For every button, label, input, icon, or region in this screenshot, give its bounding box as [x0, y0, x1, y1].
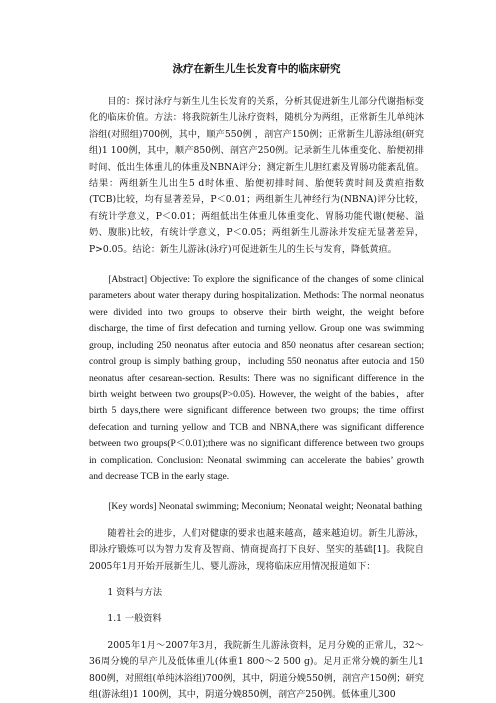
- section-heading-methods: 1 资料与方法: [107, 586, 163, 598]
- keywords: [Key words] Neonatal swimming; Meconium; Neonatal weight; Neonatal bathing: [108, 501, 423, 513]
- general-data-paragraph: 2005年1月～2007年3月，我院新生儿游泳资料，足月分娩的正常儿，32～36周分娩的早产儿及低体重儿(体重1 800～2 500 g)。足月正常分娩的新生儿1 800例，对照组(单纯沐浴组)700例，其中，阴道分娩550例，剖宫产150例；研究组(游泳组)1 100例，其中，阴道分娩850例，剖宫产250例。低体重儿300: [89, 639, 424, 700]
- subsection-heading-general: 1.1 一般资料: [107, 613, 162, 625]
- introduction: 随着社会的进步，人们对健康的要求也越来越高，越来越迫切。新生儿游泳，即泳疗锻炼可以为智力发育及智商、情商提高打下良好、坚实的基础[1]。我院自2005年1月开始开展新生儿、婴儿游泳，现将临床应用情况报道如下：: [89, 527, 424, 572]
- page-title: 泳疗在新生儿生长发育中的临床研究: [172, 63, 341, 75]
- abstract-chinese: 目的：探讨泳疗与新生儿生长发育的关系，分析其促进新生儿部分代谢指标变化的临床价值。方法：将我院新生儿泳疗资料，随机分为两组，正常新生儿单纯沐浴组(对照组)700例，其中，顺产550例 ，剖宫产150例；正常新生儿游泳组(研究组)1 100例，其中，顺产850例、剖宫产250例。记录新生儿体重变化、胎便初排时间、低出生体重儿的体重及NBNA评分；测定新生儿胆红素及胃肠功能紊乱值。结果：两组新生儿出生5 d时体重、胎便初排时间、胎便转黄时间及黄疸指数(TCB)比较，均有显著差异，P＜0.01；两组新生儿神经行为(NBNA)评分比较，有统计学意义，P＜0.01；两组低出生体重儿体重变化、胃肠功能代谢(便秘、溢奶、腹胀)比较，有统计学意义，P＜0.05；两组新生儿游泳并发症无显著差异，P>0.05。结论：新生儿游泳(泳疗)可促进新生儿的生长与发育，降低黄疸。: [89, 96, 424, 255]
- abstract-english: [Abstract] Objective: To explore the significance of the changes of some clinical parameters about water therapy during hospitalization. Methods: The normal neonatus were divided into two groups to observe their birth weight, the weight before discharge, the time of first defecation and turning yellow. Group one was swimming group, including 250 neonatus after eutocia and 850 neonatus after cesarean section; control group is simply bathing group，including 550 neonatus after eutocia and 150 neonatus after cesarean-section. Results: There was no significant difference in the birth weight between two groups(P>0.05). However, the weight of the babies，after birth 5 days,there were significant difference between two groups; the time offirst defecation and turning yellow and TCB and NBNA,there was significant difference between two groups(P＜0.01);there was no significant difference between two groups in complication. Conclusion: Neonatal swimming can accelerate the babies’ growth and decrease TCB in the early stage.: [89, 274, 424, 482]
